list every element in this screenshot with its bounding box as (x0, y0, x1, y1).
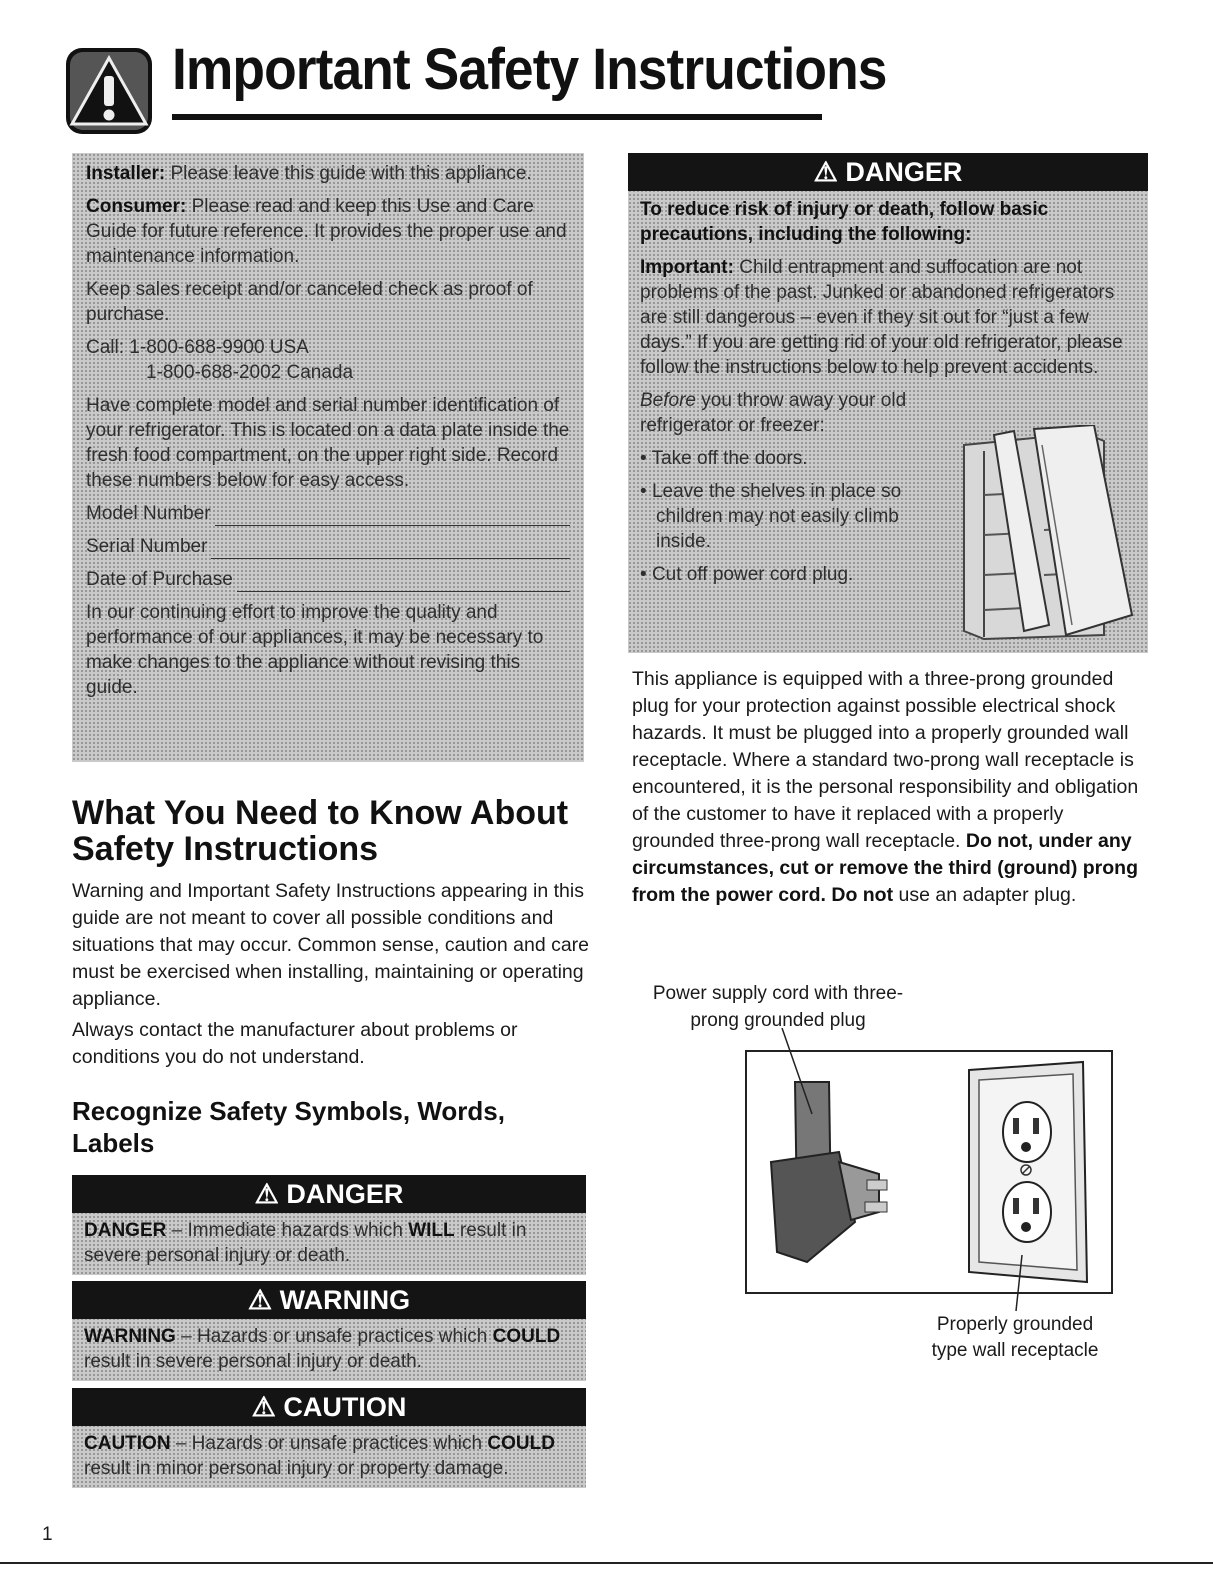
receptacle-caption: Properly grounded type wall receptacle (931, 1314, 1099, 1361)
title-underline (172, 114, 822, 120)
danger-symbol-box: ⚠ DANGER DANGER – Immediate hazards which WILL result in severe personal injury or death. (72, 1175, 586, 1275)
warning-triangle-icon (66, 48, 152, 134)
phone-numbers: Call: 1-800-688-9900 USA 1-800-688-2002 Canada (86, 337, 354, 383)
warning-symbol-bar: ⚠ WARNING (72, 1281, 586, 1319)
bullet-cord: • Cut off power cord plug. (640, 564, 854, 585)
cord-pointer-line (780, 1028, 820, 1118)
model-info-note: Have complete model and serial number identification of your refrigerator. This is located on a data plate inside the fresh food compartment, on the upper right side. Record these numbers below for easy access. (86, 395, 570, 491)
installer-info-box (72, 153, 584, 762)
page-number: 1 (42, 1524, 53, 1545)
recognize-symbols-heading: Recognize Safety Symbols, Words, Labels (72, 1096, 505, 1158)
danger-symbol-bar: ⚠ DANGER (72, 1175, 586, 1213)
caution-symbol-bar: ⚠ CAUTION (72, 1388, 586, 1426)
bullet-shelves: • Leave the shelves in place so children may not easily climb inside. (640, 481, 902, 552)
danger-title-bar: ⚠ DANGER (628, 153, 1148, 191)
page-title: Important Safety Instructions (172, 37, 887, 102)
power-cord-caption: Power supply cord with three-prong grounded plug (652, 983, 904, 1031)
installer-note: Installer: Please leave this guide with this appliance. (86, 163, 532, 184)
danger-box (628, 153, 1148, 653)
know-safety-heading: What You Need to Know About Safety Instructions (72, 794, 569, 868)
model-number-field[interactable]: Model Number (86, 501, 570, 526)
know-safety-paragraph-2: Always contact the manufacturer about problems or conditions you do not understand. (72, 1019, 518, 1068)
danger-heading: To reduce risk of injury or death, follow basic precautions, including the following: (640, 199, 1049, 245)
caution-symbol-box: ⚠ CAUTION CAUTION – Hazards or unsafe practices which COULD result in minor personal injury or property damage. (72, 1388, 586, 1488)
know-safety-paragraph-1: Warning and Important Safety Instructions appearing in this guide are not meant to cover all possible conditions and situations that may occur. Common sense, caution and care must be exercised when installing, maintaining or operating appliance. (72, 880, 590, 1010)
date-of-purchase-field[interactable]: Date of Purchase (86, 567, 570, 592)
grounding-paragraph: This appliance is equipped with a three-prong grounded plug for your protection against possible electrical shock hazards. It must be plugged into a properly grounded wall receptacle. Where a standard two-prong wall receptacle is encountered, it is the personal responsibility and obligation of the customer to have it replaced with a properly grounded three-prong wall receptacle. Do not, under any circumstances, cut or remove the third (ground) prong from the power cord. Do not use an adapter plug. (632, 668, 1139, 906)
bullet-doors: • Take off the doors. (640, 448, 808, 469)
refrigerator-illustration (954, 425, 1144, 645)
before-note: Before you throw away your old refrigerator or freezer: (640, 390, 907, 436)
serial-number-field[interactable]: Serial Number (86, 534, 570, 559)
bottom-rule (0, 1562, 1213, 1564)
receipt-note: Keep sales receipt and/or canceled check as proof of purchase. (86, 279, 533, 325)
warning-symbol-box: ⚠ WARNING WARNING – Hazards or unsafe practices which COULD result in severe personal injury or death. (72, 1281, 586, 1381)
consumer-note: Consumer: Please read and keep this Use and Care Guide for future reference. It provides the proper use and maintenance information. (86, 196, 567, 267)
receptacle-pointer-line (1008, 1255, 1028, 1315)
important-note: Important: Child entrapment and suffocation are not problems of the past. Junked or abandoned refrigerators are still dangerous – even if they sit out for “just a few days.” If you are getting rid of your old refrigerator, please follow the instructions below to help prevent accidents. (640, 257, 1123, 378)
changes-note: In our continuing effort to improve the quality and performance of our appliances, it may be necessary to make changes to the appliance without revising this guide. (86, 602, 544, 698)
